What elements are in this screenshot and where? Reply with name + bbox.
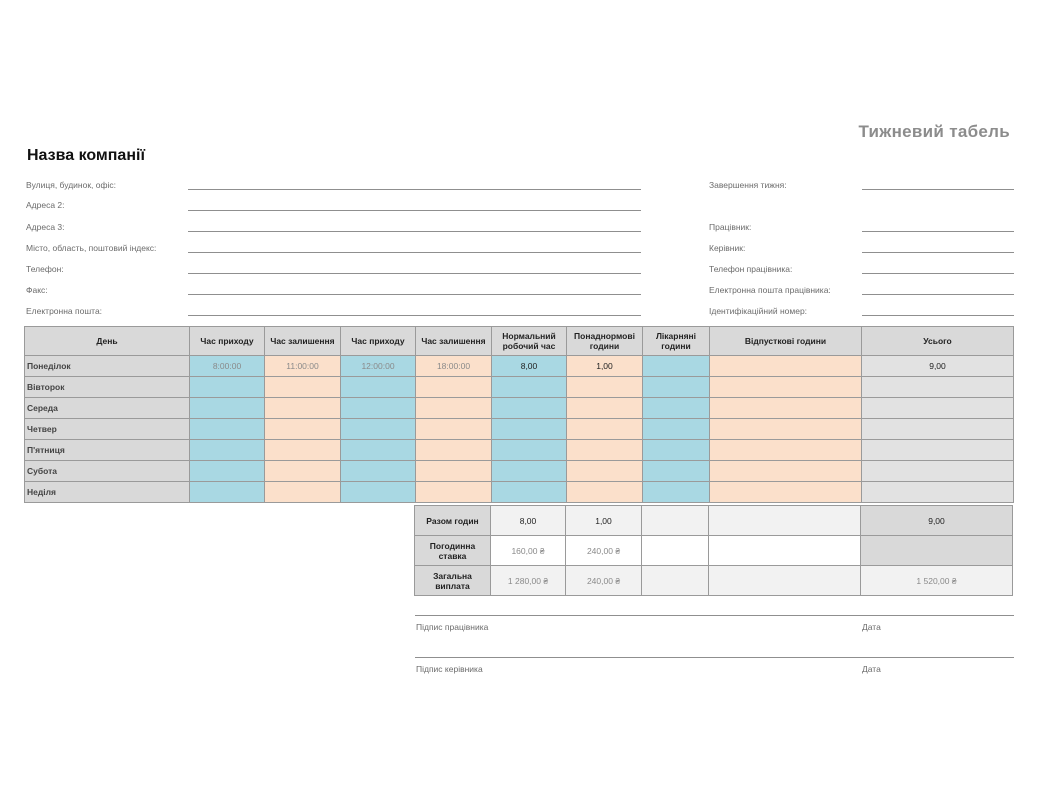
time-out-2-cell[interactable] bbox=[416, 461, 492, 482]
field-label-employee-email: Електронна пошта працівника: bbox=[709, 285, 831, 295]
field-label-employee: Працівник: bbox=[709, 222, 752, 232]
field-label-city: Місто, область, поштовий індекс: bbox=[26, 243, 157, 253]
employee-signature-line[interactable] bbox=[415, 615, 1014, 616]
total-cell bbox=[862, 461, 1014, 482]
total-sick-hours bbox=[642, 506, 709, 536]
regular-hours-cell[interactable]: 8,00 bbox=[492, 356, 567, 377]
time-out-2-cell[interactable] bbox=[416, 482, 492, 503]
vacation-hours-cell[interactable] bbox=[710, 440, 862, 461]
time-out-1-cell[interactable] bbox=[265, 398, 341, 419]
col-header-time-out-2: Час залишення bbox=[416, 327, 492, 356]
sick-hours-cell[interactable] bbox=[643, 377, 710, 398]
field-label-id-number: Ідентифікаційний номер: bbox=[709, 306, 808, 316]
day-label: Середа bbox=[25, 398, 190, 419]
pay-vacation-cell bbox=[709, 566, 861, 596]
table-row bbox=[25, 440, 1014, 461]
field-label-address3: Адреса 3: bbox=[26, 222, 65, 232]
col-header-vacation-hours: Відпусткові години bbox=[710, 327, 862, 356]
manager-signature-date-label: Дата bbox=[862, 664, 881, 674]
field-employee-phone-input[interactable] bbox=[862, 273, 1014, 274]
field-address3-input[interactable] bbox=[188, 231, 641, 232]
col-header-overtime: Понаднормові години bbox=[567, 327, 643, 356]
time-out-1-cell[interactable] bbox=[265, 440, 341, 461]
time-in-2-cell[interactable] bbox=[341, 398, 416, 419]
overtime-cell[interactable] bbox=[567, 377, 643, 398]
total-regular-hours: 8,00 bbox=[491, 506, 566, 536]
pay-overtime-cell: 240,00 ₴ bbox=[566, 566, 642, 596]
field-manager-input[interactable] bbox=[862, 252, 1014, 253]
regular-hours-cell[interactable] bbox=[492, 440, 567, 461]
field-label-fax: Факс: bbox=[26, 285, 48, 295]
total-pay-label: Загальна виплата bbox=[415, 566, 491, 596]
time-in-1-cell[interactable] bbox=[190, 398, 265, 419]
regular-hours-cell[interactable] bbox=[492, 398, 567, 419]
time-out-1-cell[interactable] bbox=[265, 419, 341, 440]
regular-hours-cell[interactable] bbox=[492, 482, 567, 503]
vacation-hours-cell[interactable] bbox=[710, 377, 862, 398]
table-row bbox=[25, 377, 1014, 398]
sick-hours-cell[interactable] bbox=[643, 356, 710, 377]
table-header-row bbox=[25, 327, 1014, 356]
field-label-phone: Телефон: bbox=[26, 264, 64, 274]
total-hours-label: Разом годин bbox=[415, 506, 491, 536]
col-header-time-in-2: Час приходу bbox=[341, 327, 416, 356]
regular-hours-cell[interactable] bbox=[492, 377, 567, 398]
col-header-regular-hours: Нормальний робочий час bbox=[492, 327, 567, 356]
col-header-time-out-1: Час залишення bbox=[265, 327, 341, 356]
time-in-1-cell[interactable] bbox=[190, 440, 265, 461]
rate-regular-cell[interactable]: 160,00 ₴ bbox=[491, 536, 566, 566]
col-header-total: Усього bbox=[862, 327, 1014, 356]
time-out-2-cell[interactable] bbox=[416, 377, 492, 398]
overtime-cell[interactable]: 1,00 bbox=[567, 356, 643, 377]
col-header-time-in-1: Час приходу bbox=[190, 327, 265, 356]
time-in-1-cell[interactable] bbox=[190, 482, 265, 503]
time-in-1-cell[interactable] bbox=[190, 377, 265, 398]
sick-hours-cell[interactable] bbox=[643, 440, 710, 461]
overtime-cell[interactable] bbox=[567, 482, 643, 503]
field-label-email: Електронна пошта: bbox=[26, 306, 103, 316]
day-label: Субота bbox=[25, 461, 190, 482]
time-in-2-cell[interactable] bbox=[341, 377, 416, 398]
time-in-2-cell[interactable] bbox=[341, 419, 416, 440]
time-in-2-cell[interactable] bbox=[341, 482, 416, 503]
manager-signature-line[interactable] bbox=[415, 657, 1014, 658]
time-out-1-cell[interactable] bbox=[265, 482, 341, 503]
sick-hours-cell[interactable] bbox=[643, 482, 710, 503]
total-overtime-hours: 1,00 bbox=[566, 506, 642, 536]
document-title: Тижневий табель bbox=[858, 122, 1010, 141]
total-cell bbox=[862, 419, 1014, 440]
time-out-2-cell[interactable] bbox=[416, 440, 492, 461]
time-in-2-cell[interactable] bbox=[341, 461, 416, 482]
time-in-2-cell[interactable] bbox=[341, 440, 416, 461]
vacation-hours-cell[interactable] bbox=[710, 419, 862, 440]
sick-hours-cell[interactable] bbox=[643, 419, 710, 440]
field-street-input[interactable] bbox=[188, 189, 641, 190]
manager-signature-label: Підпис керівника bbox=[416, 664, 483, 674]
vacation-hours-cell[interactable] bbox=[710, 461, 862, 482]
total-cell bbox=[862, 377, 1014, 398]
total-pay-row bbox=[415, 566, 1013, 596]
time-out-2-cell[interactable]: 18:00:00 bbox=[416, 356, 492, 377]
table-row bbox=[25, 398, 1014, 419]
totals-hours-row bbox=[415, 506, 1013, 536]
totals-table bbox=[414, 505, 1013, 596]
time-out-2-cell[interactable] bbox=[416, 398, 492, 419]
field-label-address2: Адреса 2: bbox=[26, 200, 65, 210]
field-fax-input[interactable] bbox=[188, 294, 641, 295]
field-address2-input[interactable] bbox=[188, 210, 641, 211]
table-row bbox=[25, 482, 1014, 503]
day-label: Четвер bbox=[25, 419, 190, 440]
pay-sick-cell bbox=[642, 566, 709, 596]
vacation-hours-cell[interactable] bbox=[710, 398, 862, 419]
timesheet-table bbox=[24, 326, 1014, 503]
regular-hours-cell[interactable] bbox=[492, 461, 567, 482]
overtime-cell[interactable] bbox=[567, 398, 643, 419]
field-label-employee-phone: Телефон працівника: bbox=[709, 264, 793, 274]
rate-total-cell bbox=[861, 536, 1013, 566]
field-label-manager: Керівник: bbox=[709, 243, 746, 253]
time-out-2-cell[interactable] bbox=[416, 419, 492, 440]
field-week-ending-input[interactable] bbox=[862, 189, 1014, 190]
vacation-hours-cell[interactable] bbox=[710, 356, 862, 377]
total-vacation-hours bbox=[709, 506, 861, 536]
overtime-cell[interactable] bbox=[567, 419, 643, 440]
field-employee-email-input[interactable] bbox=[862, 294, 1014, 295]
company-name: Назва компанії bbox=[27, 147, 145, 164]
time-in-1-cell[interactable] bbox=[190, 419, 265, 440]
total-cell bbox=[862, 398, 1014, 419]
field-email-input[interactable] bbox=[188, 315, 641, 316]
vacation-hours-cell[interactable] bbox=[710, 482, 862, 503]
regular-hours-cell[interactable] bbox=[492, 419, 567, 440]
time-in-1-cell[interactable]: 8:00:00 bbox=[190, 356, 265, 377]
time-out-1-cell[interactable]: 11:00:00 bbox=[265, 356, 341, 377]
field-phone-input[interactable] bbox=[188, 273, 641, 274]
table-row bbox=[25, 419, 1014, 440]
table-row bbox=[25, 461, 1014, 482]
field-label-street: Вулиця, будинок, офіс: bbox=[26, 180, 116, 190]
field-label-week-ending: Завершення тижня: bbox=[709, 180, 787, 190]
col-header-sick-hours: Лікарняні години bbox=[643, 327, 710, 356]
hourly-rate-label: Погодинна ставка bbox=[415, 536, 491, 566]
rate-vacation-cell[interactable] bbox=[709, 536, 861, 566]
rate-overtime-cell[interactable]: 240,00 ₴ bbox=[566, 536, 642, 566]
pay-regular-cell: 1 280,00 ₴ bbox=[491, 566, 566, 596]
total-cell bbox=[862, 482, 1014, 503]
col-header-day: День bbox=[25, 327, 190, 356]
employee-signature-label: Підпис працівника bbox=[416, 622, 489, 632]
time-in-1-cell[interactable] bbox=[190, 461, 265, 482]
sick-hours-cell[interactable] bbox=[643, 398, 710, 419]
sick-hours-cell[interactable] bbox=[643, 461, 710, 482]
field-id-number-input[interactable] bbox=[862, 315, 1014, 316]
overtime-cell[interactable] bbox=[567, 440, 643, 461]
table-row bbox=[25, 356, 1014, 377]
rate-sick-cell[interactable] bbox=[642, 536, 709, 566]
day-label: Понеділок bbox=[25, 356, 190, 377]
time-in-2-cell[interactable]: 12:00:00 bbox=[341, 356, 416, 377]
field-city-input[interactable] bbox=[188, 252, 641, 253]
employee-signature-date-label: Дата bbox=[862, 622, 881, 632]
total-cell: 9,00 bbox=[862, 356, 1014, 377]
overtime-cell[interactable] bbox=[567, 461, 643, 482]
hourly-rate-row bbox=[415, 536, 1013, 566]
day-label: Вівторок bbox=[25, 377, 190, 398]
day-label: Неділя bbox=[25, 482, 190, 503]
day-label: П'ятниця bbox=[25, 440, 190, 461]
time-out-1-cell[interactable] bbox=[265, 461, 341, 482]
total-hours-sum: 9,00 bbox=[861, 506, 1013, 536]
pay-total-cell: 1 520,00 ₴ bbox=[861, 566, 1013, 596]
field-employee-input[interactable] bbox=[862, 231, 1014, 232]
time-out-1-cell[interactable] bbox=[265, 377, 341, 398]
total-cell bbox=[862, 440, 1014, 461]
